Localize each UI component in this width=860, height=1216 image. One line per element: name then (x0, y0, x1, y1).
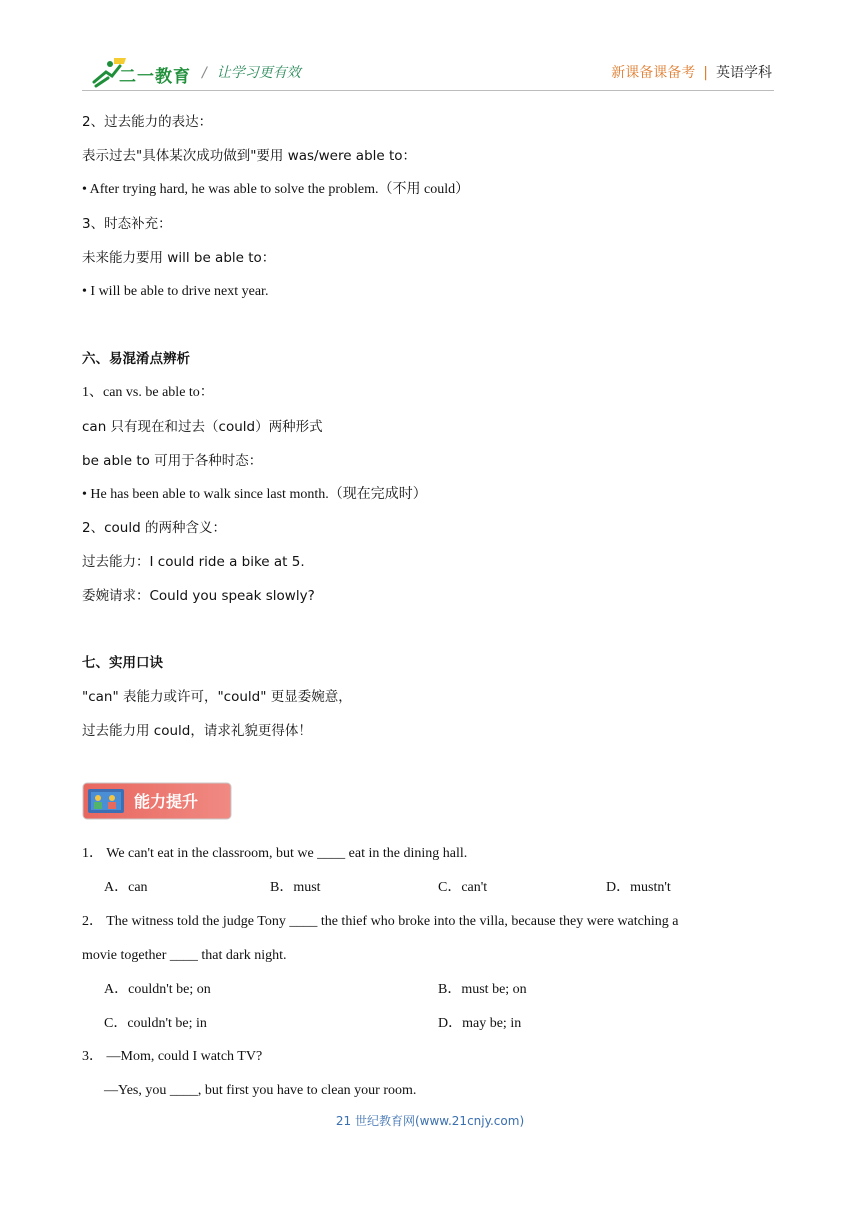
text-line: 3、时态补充： (82, 216, 172, 232)
text-line: • He has been able to walk since last month.（现在完成时） (82, 487, 427, 502)
ability-badge (82, 782, 232, 820)
slogan: / 让学习更有效 (202, 65, 301, 81)
option-b: B．must be; on (438, 982, 527, 997)
question-stem-continued: movie together ____ that dark night. (82, 948, 287, 963)
option-a: A．can (104, 880, 148, 895)
text-line: • I will be able to drive next year. (82, 284, 269, 299)
header-course-label: 新课备课备考 (611, 65, 696, 81)
section-heading: 六、易混淆点辨析 (82, 351, 190, 367)
option-b: B．must (270, 880, 321, 895)
question-stem-continued: —Yes, you ____, but first you have to clean your room. (104, 1083, 417, 1098)
text-line: "can" 表能力或许可，"could" 更显委婉意， (82, 689, 352, 705)
question-stem: 3． —Mom, could I watch TV? (82, 1049, 263, 1064)
header-subject-label: 英语学科 (716, 65, 772, 81)
text-line: 表示过去"具体某次成功做到"要用 was/were able to： (82, 148, 417, 164)
page-header (0, 0, 860, 96)
question-stem: 2． The witness told the judge Tony ____ the thief who broke into the villa, because they were watching a (82, 914, 679, 929)
text-line: 2、过去能力的表达： (82, 114, 213, 130)
header-divider: | (703, 65, 708, 81)
header-right (611, 62, 772, 82)
option-a: A．couldn't be; on (104, 982, 211, 997)
text-line: 委婉请求：Could you speak slowly? (82, 588, 315, 604)
slogan-text: 让学习更有效 (216, 65, 301, 81)
people-board-icon (88, 789, 124, 813)
text-line: 过去能力：I could ride a bike at 5. (82, 554, 305, 570)
text-line: 1、can vs. be able to： (82, 385, 214, 400)
badge-label: 能力提升 (134, 792, 199, 811)
text-line: • After trying hard, he was able to solve the problem.（不用 could） (82, 182, 470, 197)
option-d: D．may be; in (438, 1016, 522, 1031)
logo-text: 二一教育 (119, 67, 191, 87)
question-stem: 1． We can't eat in the classroom, but we ____ eat in the dining hall. (82, 846, 468, 861)
text-line: be able to 可用于各种时态： (82, 453, 263, 469)
option-d: D．mustn't (606, 880, 671, 895)
page-footer: 21 世纪教育网(www.21cnjy.com) (335, 1114, 525, 1128)
text-line: can 只有现在和过去（could）两种形式 (82, 419, 323, 435)
option-c: C．couldn't be; in (104, 1016, 207, 1031)
text-line: 2、could 的两种含义： (82, 520, 226, 536)
option-c: C．can't (438, 880, 488, 895)
header-rule (82, 90, 774, 91)
text-line: 过去能力用 could，请求礼貌更得体！ (82, 723, 312, 739)
text-line: 未来能力要用 will be able to： (82, 250, 276, 266)
section-heading: 七、实用口诀 (82, 655, 163, 671)
